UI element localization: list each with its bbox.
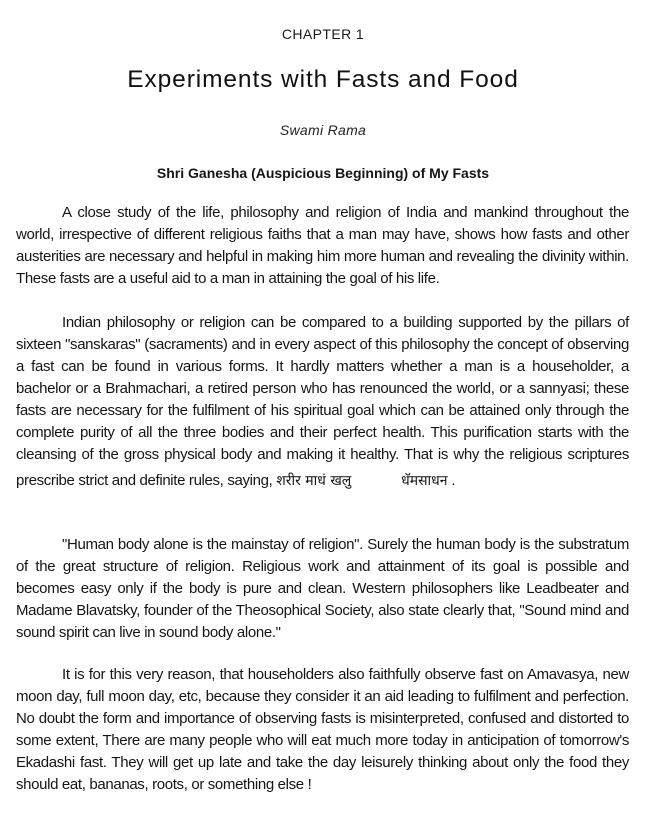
sanskrit-quote-continued: धॅमसाधन [401, 473, 448, 489]
author-name: Swami Rama [279, 122, 367, 138]
chapter-title: Experiments with Fasts and Food [127, 66, 519, 93]
paragraph-tail: . [447, 472, 456, 489]
paragraph-text: Indian philosophy or religion can be compared to a building supported by the pillars of sixteen "sanskaras" (sacraments) and in every aspect of this philosophy the concept of observing a fast can be found in various forms. It hardly matters whether a man is a householder, a bachelor or a Brahmachari, a retired person who has renounced the world, or a sannyasi; these fasts are necessary for the fulfilment of his spiritual goal which can be attained only through the complete purity of all the three bodies and their perfect health. This purification starts with the cleansing of the gross physical body and making it healthy. That is why the religious scriptures prescribe strict and definite rules, saying, [16, 314, 629, 489]
body-paragraph: A close study of the life, philosophy and religion of India and mankind throughout the world, irrespective of different religious faiths that a man may have, shows how fasts and other austerities are necessary and helpful in making him more human and revealing the divinity within. These fasts are a useful aid to a man in attaining the goal of his life. [16, 204, 629, 287]
body-paragraph [16, 312, 629, 492]
chapter-label: CHAPTER 1 [281, 26, 365, 42]
sanskrit-quote: शरीर माधं खलु [276, 473, 352, 489]
body-paragraph: "Human body alone is the mainstay of religion". Surely the human body is the substratum of the great structure of religion. Religious work and attainment of its goal is possible and becomes easy only if the body is pure and clean. Western philosophers like Leadbeater and Madame Blavatsky, founder of the Theosophical Society, also state clearly that, "Sound mind and sound spirit can live in sound body alone." [16, 536, 629, 641]
section-heading: Shri Ganesha (Auspicious Beginning) of My Fasts [156, 165, 490, 181]
body-paragraph: It is for this very reason, that householders also faithfully observe fast on Amavasya, new moon day, full moon day, etc, because they consider it an aid leading to fulfilment and perfection. No doubt the form and importance of observing fasts is misinterpreted, confused and distorted to some extent, There are many people who will eat much more today in anticipation of tomorrow's Ekadashi fast. They will get up late and take the day leisurely thinking about only the food they should eat, bananas, roots, or something else ! [16, 666, 629, 793]
